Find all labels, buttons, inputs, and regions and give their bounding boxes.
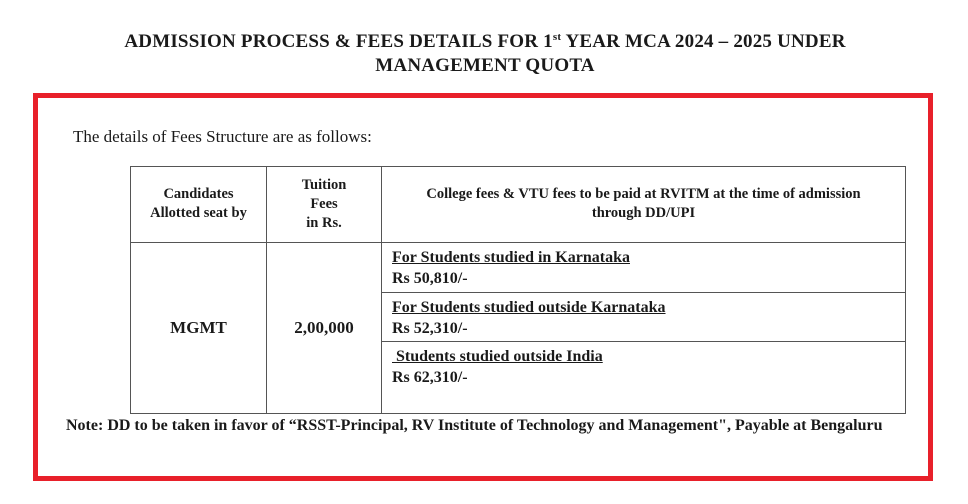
title-superscript: st	[552, 31, 562, 43]
payment-note: Note: DD to be taken in favor of “RSST-Principal, RV Institute of Technology and Management", Payable at Bengaluru	[66, 417, 883, 434]
header-tuition-line-3: in Rs.	[306, 214, 342, 231]
fees-table	[130, 166, 906, 414]
header-college-fees-line-2: through DD/UPI	[591, 205, 696, 222]
fee-option-label: For Students studied in Karnataka	[392, 248, 630, 266]
fee-option-amount: Rs 50,810/-	[392, 269, 468, 287]
table-row	[131, 242, 906, 292]
fee-option-amount: Rs 52,310/-	[392, 319, 468, 337]
fee-option-amount: Rs 62,310/-	[392, 369, 468, 387]
header-college-fees	[382, 167, 906, 243]
header-row	[131, 167, 906, 243]
highlight-frame	[33, 93, 933, 481]
title-line-1-end: YEAR MCA 2024 – 2025 UNDER	[561, 31, 846, 52]
intro-text: The details of Fees Structure are as follows:	[73, 127, 372, 146]
fee-option-label: Students studied outside India	[392, 348, 603, 366]
fee-option-label: For Students studied outside Karnataka	[392, 298, 666, 316]
title-line-2: MANAGEMENT QUOTA	[375, 55, 595, 76]
header-candidates	[131, 167, 267, 243]
tuition-cell: 2,00,000	[267, 242, 382, 413]
header-college-fees-line-1: College fees & VTU fees to be paid at RVITM at the time of admission	[426, 186, 861, 203]
fee-option-karnataka	[382, 242, 906, 292]
header-candidates-line-2: Allotted seat by	[150, 205, 247, 222]
header-tuition	[267, 167, 382, 243]
header-candidates-line-1: Candidates	[163, 186, 234, 203]
title-line-1	[40, 30, 930, 54]
fee-option-outside-karnataka	[382, 292, 906, 342]
header-tuition-line-1: Tuition	[301, 176, 347, 193]
quota-cell: MGMT	[131, 242, 267, 413]
header-tuition-line-2: Fees	[310, 195, 338, 212]
fee-option-outside-india	[382, 342, 906, 414]
document-title	[40, 30, 930, 78]
title-line-1-start: ADMISSION PROCESS & FEES DETAILS FOR 1	[124, 31, 553, 52]
